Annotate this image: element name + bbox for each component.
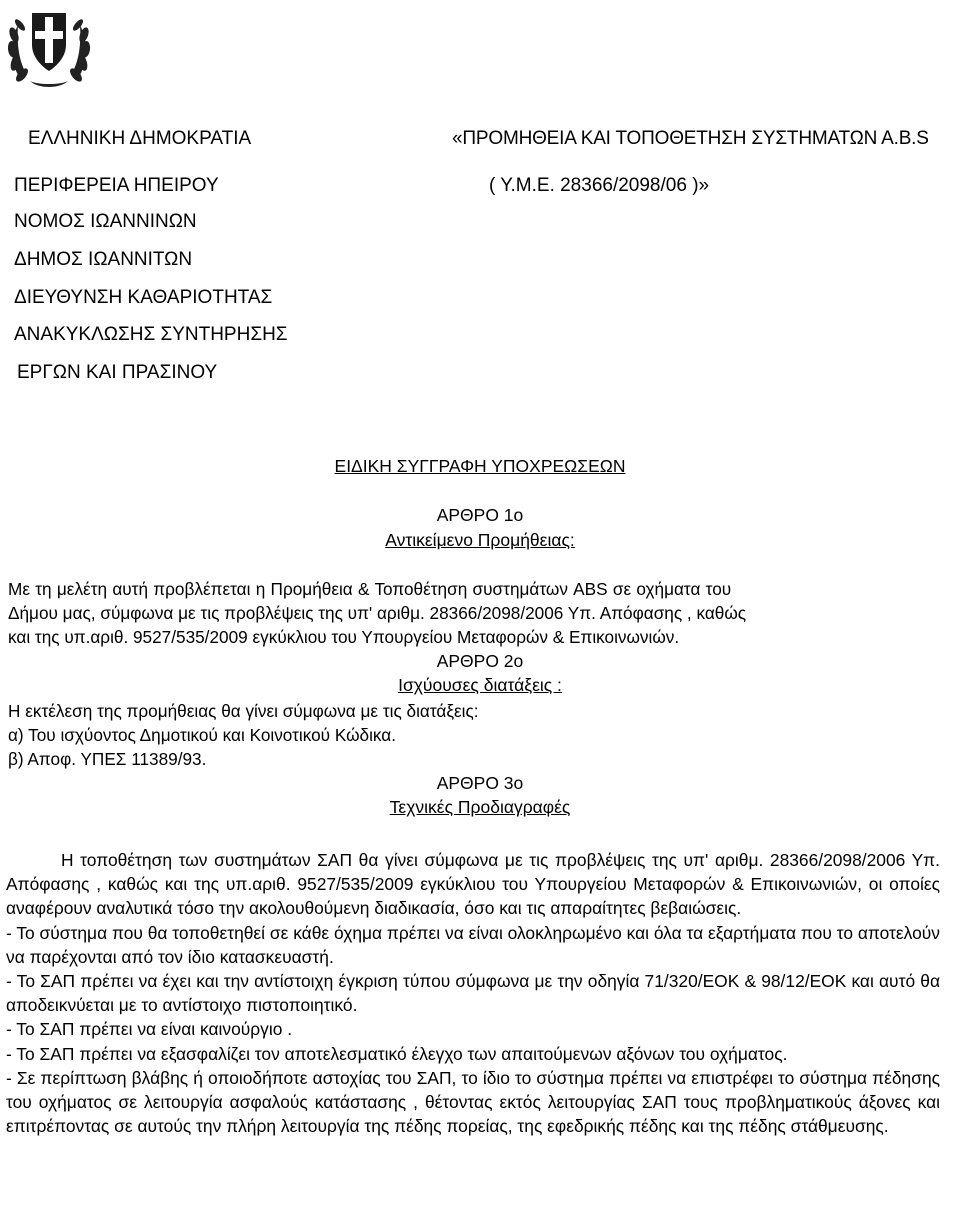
article3-heading: ΑΡΘΡΟ 3ο [436, 773, 524, 793]
article2-body [8, 699, 940, 771]
article3-paragraph: - Το ΣΑΠ πρέπει να εξασφαλίζει τον αποτελεσματικό έλεγχο των απαιτούμενων αξόνων του οχήματος. [6, 1043, 788, 1064]
article1-heading: ΑΡΘΡΟ 1ο [436, 505, 524, 525]
article3-body [6, 848, 940, 1138]
project-title-line2: ( Υ.Μ.Ε. 28366/2098/06 )» [489, 175, 710, 196]
greek-coat-of-arms-icon [8, 5, 90, 91]
article2-line: β) Αποφ. ΥΠΕΣ 11389/93. [8, 749, 207, 769]
article3-paragraph: - Το ΣΑΠ πρέπει να είναι καινούργιο . [6, 1019, 293, 1040]
article1-line: Δήμου μας, σύμφωνα με τις προβλέψεις της υπ' αριθμ. 28366/2098/2006 Υπ. Απόφασης , καθώς [8, 603, 747, 623]
project-title-line1: «ΠΡΟΜΗΘΕΙΑ ΚΑΙ ΤΟΠΟΘΕΤΗΣΗ ΣΥΣΤΗΜΑΤΩΝ Α.Β.S [452, 128, 929, 149]
article2-line: α) Του ισχύοντος Δημοτικού και Κοινοτικού Κώδικα. [8, 725, 396, 745]
article1-line: Με τη μελέτη αυτή προβλέπεται η Προμήθεια & Τοποθέτηση συστημάτων ABS σε οχήματα του [8, 579, 732, 599]
header-line-directorate: ΔΙΕΥΘΥΝΣΗ ΚΑΘΑΡΙΟΤΗΤΑΣ [14, 287, 273, 308]
document-title: ΕΙΔΙΚΗ ΣΥΓΓΡΑΦΗ ΥΠΟΧΡΕΩΣΕΩΝ [334, 456, 626, 476]
article3-paragraph: - Σε περίπτωση βλάβης ή οποιοδήποτε αστοχίας του ΣΑΠ, το ίδιο το σύστημα πρέπει να επιστρέφει το σύστημα πέδησης του οχήματος σε λειτουργία ασφαλούς κατάστασης , θέτοντας εκτός λειτουργίας ΣΑΠ τους προβληματικούς άξονες και επιτρέποντας σε αυτούς την πλήρη λειτουργία της πέδης πορείας, της εφεδρικής πέδης και της πέδης στάθμευσης. [6, 1067, 940, 1137]
article2-subheading: Ισχύουσες διατάξεις : [398, 675, 562, 695]
article1-subheading: Αντικείμενο Προμήθειας: [385, 530, 575, 550]
article3-paragraph: - Το ΣΑΠ πρέπει να έχει και την αντίστοιχη έγκριση τύπου σύμφωνα με την οδηγία 71/320/ΕΟΚ & 98/12/ΕΟΚ και αυτό θα αποδεικνύεται με το αντίστοιχο πιστοποιητικό. [6, 971, 940, 1016]
article1-body [8, 577, 940, 649]
article3-paragraph: Η τοποθέτηση των συστημάτων ΣΑΠ θα γίνει σύμφωνα με τις προβλέψεις της υπ' αριθμ. 28366/2098/2006 Υπ. Απόφασης , καθώς και της υπ.αριθ. 9527/535/2009 εγκύκλιου του Υπουργείου Μεταφορών & Επικοινωνιών, οι οποίες αναφέρουν αναλυτικά τόσο την ακολουθούμενη διαδικασία, όσο και τις απαραίτητες βεβαιώσεις. [6, 850, 940, 919]
header-line-country: ΕΛΛΗΝΙΚΗ ΔΗΜΟΚΡΑΤΙΑ [28, 128, 252, 149]
header-line-prefecture: ΝΟΜΟΣ ΙΩΑΝΝΙΝΩΝ [14, 211, 197, 232]
header-line-region: ΠΕΡΙΦΕΡΕΙΑ ΗΠΕΙΡΟΥ [14, 175, 219, 196]
header-line-green-works: ΕΡΓΩΝ ΚΑΙ ΠΡΑΣΙΝΟΥ [17, 362, 218, 383]
article2-heading: ΑΡΘΡΟ 2ο [436, 651, 524, 671]
article3-paragraph: - Το σύστημα που θα τοποθετηθεί σε κάθε όχημα πρέπει να είναι ολοκληρωμένο και όλα τα εξαρτήματα που το αποτελούν να παρέχονται από τον ίδιο κατασκευαστή. [6, 922, 940, 967]
header-line-municipality: ΔΗΜΟΣ ΙΩΑΝΝΙΤΩΝ [14, 249, 193, 270]
article1-line: και της υπ.αριθ. 9527/535/2009 εγκύκλιου του Υπουργείου Μεταφορών & Επικοινωνιών. [8, 627, 680, 647]
article3-subheading: Τεχνικές Προδιαγραφές [389, 797, 571, 817]
header-line-recycling: ΑΝΑΚΥΚΛΩΣΗΣ ΣΥΝΤΗΡΗΣΗΣ [14, 324, 288, 345]
article2-line: Η εκτέλεση της προμήθειας θα γίνει σύμφωνα με τις διατάξεις: [8, 701, 479, 721]
